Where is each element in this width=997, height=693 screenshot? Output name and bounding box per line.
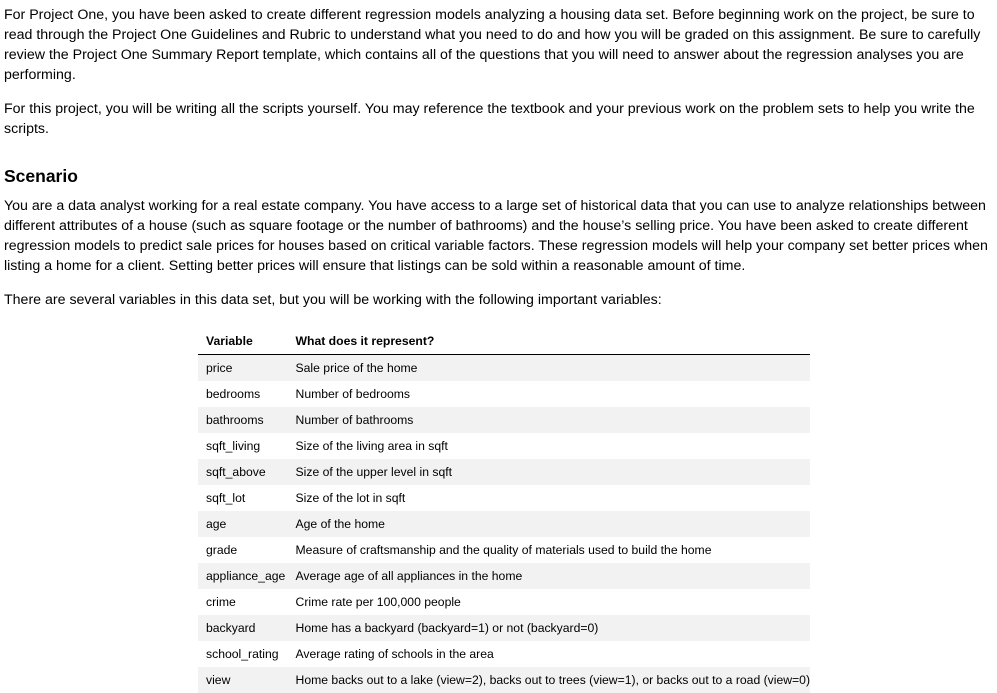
variable-cell: price xyxy=(198,355,288,382)
variable-cell: age xyxy=(198,511,288,537)
table-row xyxy=(198,511,810,537)
variable-cell: view xyxy=(198,667,288,693)
description-cell: Measure of craftsmanship and the quality of materials used to build the home xyxy=(288,537,810,563)
description-cell: Size of the upper level in sqft xyxy=(288,459,810,485)
variable-cell: sqft_lot xyxy=(198,485,288,511)
description-cell: Age of the home xyxy=(288,511,810,537)
variable-cell: sqft_above xyxy=(198,459,288,485)
table-row xyxy=(198,459,810,485)
intro-paragraph-1: For Project One, you have been asked to create different regression models analyzing a housing data set. Before beginning work on the project, be sure to read through the Project One Guidelines and Rubric to understand what you need to do and how you will be graded on this assignment. Be sure to carefully review the Project One Summary Report template, which contains all of the questions that you will need to answer about the regression analyses you are performing. xyxy=(4,7,981,83)
table-row xyxy=(198,589,810,615)
variable-cell: backyard xyxy=(198,615,288,641)
variables-table xyxy=(198,327,810,693)
description-cell: Size of the lot in sqft xyxy=(288,485,810,511)
variable-cell: bathrooms xyxy=(198,407,288,433)
variable-cell: grade xyxy=(198,537,288,563)
table-row xyxy=(198,381,810,407)
variable-cell: appliance_age xyxy=(198,563,288,589)
description-cell: Home backs out to a lake (view=2), backs out to trees (view=1), or backs out to a road (view=0) xyxy=(288,667,810,693)
description-cell: Size of the living area in sqft xyxy=(288,433,810,459)
variable-cell: crime xyxy=(198,589,288,615)
table-row xyxy=(198,537,810,563)
table-row xyxy=(198,433,810,459)
column-header-variable: Variable xyxy=(198,327,288,355)
variable-cell: bedrooms xyxy=(198,381,288,407)
scenario-paragraph-2: There are several variables in this data set, but you will be working with the following important variables: xyxy=(4,292,662,308)
table-row xyxy=(198,667,810,693)
scenario-heading: Scenario xyxy=(4,166,78,186)
description-cell: Home has a backyard (backyard=1) or not (backyard=0) xyxy=(288,615,810,641)
description-cell: Sale price of the home xyxy=(288,355,810,382)
intro-paragraph-2: For this project, you will be writing all the scripts yourself. You may reference the textbook and your previous work on the problem sets to help you write the scripts. xyxy=(4,101,975,137)
table-row xyxy=(198,485,810,511)
description-cell: Average age of all appliances in the home xyxy=(288,563,810,589)
table-header-row xyxy=(198,327,810,355)
table-row xyxy=(198,563,810,589)
table-row xyxy=(198,615,810,641)
table-row xyxy=(198,641,810,667)
table-row xyxy=(198,407,810,433)
variable-cell: school_rating xyxy=(198,641,288,667)
column-header-description: What does it represent? xyxy=(288,327,810,355)
description-cell: Crime rate per 100,000 people xyxy=(288,589,810,615)
scenario-paragraph-1: You are a data analyst working for a real estate company. You have access to a large set of historical data that you can use to analyze relationships between different attributes of a house (such as square footage or the number of bathrooms) and the house’s selling price. You have been asked to create different regression models to predict sale prices for houses based on critical variable factors. These regression models will help your company set better prices when listing a home for a client. Setting better prices will ensure that listings can be sold within a reasonable amount of time. xyxy=(4,198,988,274)
table-row xyxy=(198,355,810,382)
description-cell: Average rating of schools in the area xyxy=(288,641,810,667)
description-cell: Number of bedrooms xyxy=(288,381,810,407)
variable-cell: sqft_living xyxy=(198,433,288,459)
description-cell: Number of bathrooms xyxy=(288,407,810,433)
